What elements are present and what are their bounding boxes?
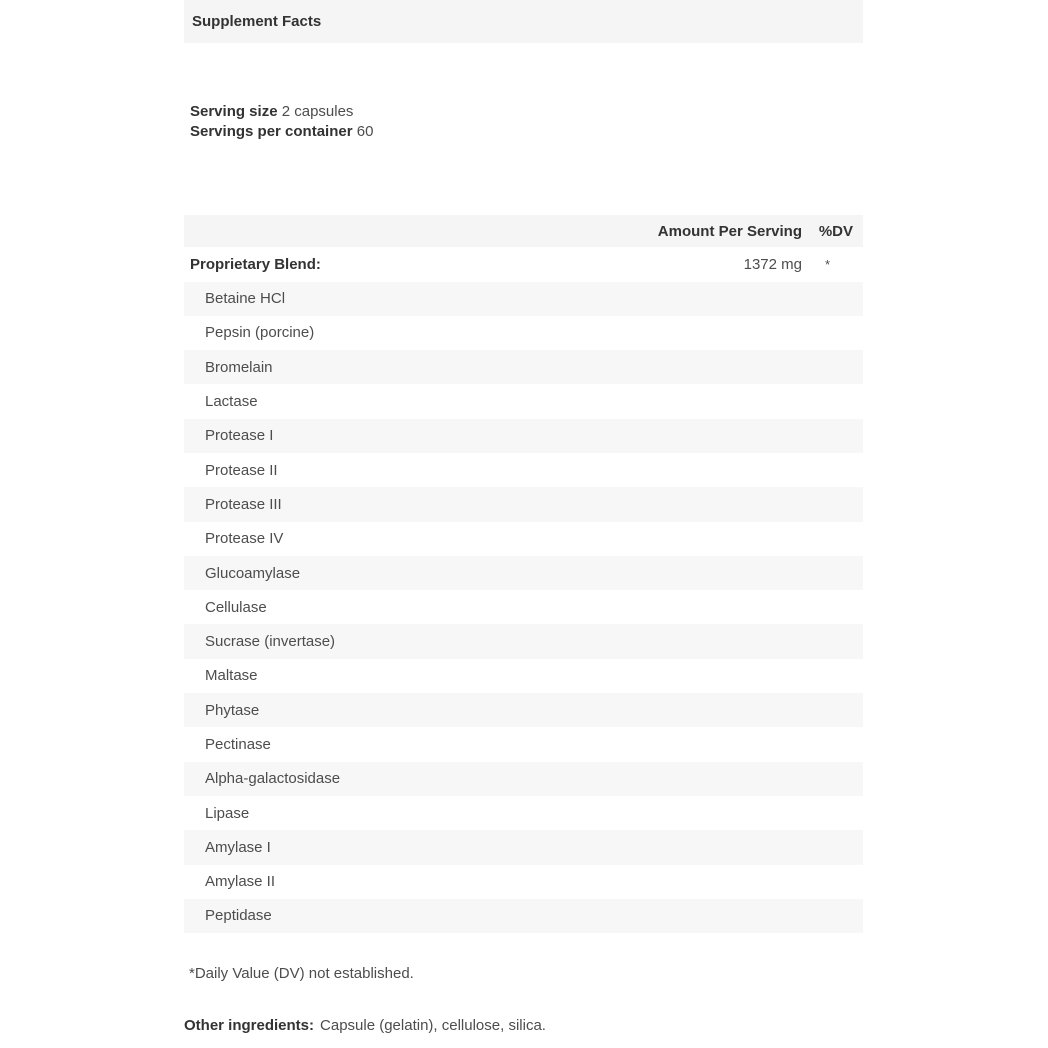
- ingredient-name: Protease III: [205, 495, 282, 513]
- ingredient-row-protease-1: [184, 419, 863, 453]
- ingredient-name: Pepsin (porcine): [205, 324, 315, 342]
- ingredient-row-maltase: [184, 659, 863, 693]
- ingredient-name: Amylase II: [205, 873, 276, 891]
- ingredient-row-betaine-hcl: [184, 282, 863, 316]
- other-ingredients-line: [184, 1017, 546, 1034]
- serving-size-label: Serving size: [190, 103, 278, 120]
- daily-value-footnote: *Daily Value (DV) not established.: [189, 965, 414, 982]
- ingredient-name: Betaine HCl: [205, 290, 286, 308]
- amount-per-serving-header: Amount Per Serving: [657, 222, 802, 240]
- serving-size-line: [190, 102, 373, 122]
- other-ingredients-label: Other ingredients:: [184, 1017, 315, 1034]
- ingredient-name: Protease I: [205, 427, 274, 445]
- percent-dv-header: %DV: [818, 222, 853, 240]
- serving-size-value: 2 capsules: [281, 103, 354, 120]
- ingredient-name: Lactase: [205, 393, 258, 411]
- ingredient-row-phytase: [184, 693, 863, 727]
- ingredient-name: Amylase I: [205, 838, 271, 856]
- servings-per-container-value: 60: [356, 123, 374, 140]
- ingredient-name: Protease II: [205, 461, 278, 479]
- ingredient-row-peptidase: [184, 899, 863, 933]
- ingredient-name: Alpha-galactosidase: [205, 770, 341, 788]
- servings-per-container-line: [190, 122, 373, 142]
- proprietary-blend-amount: 1372 mg: [743, 256, 802, 273]
- other-ingredients-value: Capsule (gelatin), cellulose, silica.: [320, 1017, 546, 1034]
- ingredient-row-protease-3: [184, 487, 863, 521]
- ingredient-row-protease-2: [184, 453, 863, 487]
- proprietary-blend-row: [184, 247, 863, 282]
- ingredient-row-bromelain: [184, 350, 863, 384]
- ingredient-row-pectinase: [184, 727, 863, 761]
- ingredient-name: Bromelain: [205, 358, 273, 376]
- panel-title: Supplement Facts: [192, 13, 322, 30]
- ingredient-row-glucoamylase: [184, 556, 863, 590]
- serving-info: [190, 102, 373, 142]
- ingredient-rows: [184, 282, 863, 934]
- supplement-facts-title-bar: [184, 0, 863, 43]
- ingredient-name: Peptidase: [205, 907, 272, 925]
- ingredient-row-cellulase: [184, 590, 863, 624]
- ingredient-row-alpha-galactosidase: [184, 762, 863, 796]
- proprietary-blend-dv: *: [824, 257, 831, 272]
- ingredient-name: Pectinase: [205, 736, 271, 753]
- ingredient-row-protease-4: [184, 522, 863, 556]
- ingredient-row-amylase-2: [184, 865, 863, 899]
- ingredient-name: Cellulase: [205, 598, 267, 616]
- ingredient-name: Sucrase (invertase): [205, 633, 336, 651]
- table-header-row: [184, 215, 863, 247]
- ingredient-row-amylase-1: [184, 830, 863, 864]
- ingredient-name: Maltase: [205, 667, 258, 685]
- ingredient-row-lipase: [184, 796, 863, 830]
- ingredient-name: Protease IV: [205, 530, 284, 548]
- ingredient-name: Phytase: [205, 701, 260, 719]
- servings-per-container-label: Servings per container: [190, 123, 353, 140]
- proprietary-blend-label: Proprietary Blend:: [190, 256, 321, 273]
- ingredient-name: Glucoamylase: [205, 564, 301, 582]
- ingredient-row-sucrase: [184, 624, 863, 658]
- ingredient-row-pepsin: [184, 316, 863, 350]
- ingredient-row-lactase: [184, 384, 863, 418]
- supplement-facts-panel: [184, 0, 863, 1048]
- ingredient-name: Lipase: [205, 804, 250, 822]
